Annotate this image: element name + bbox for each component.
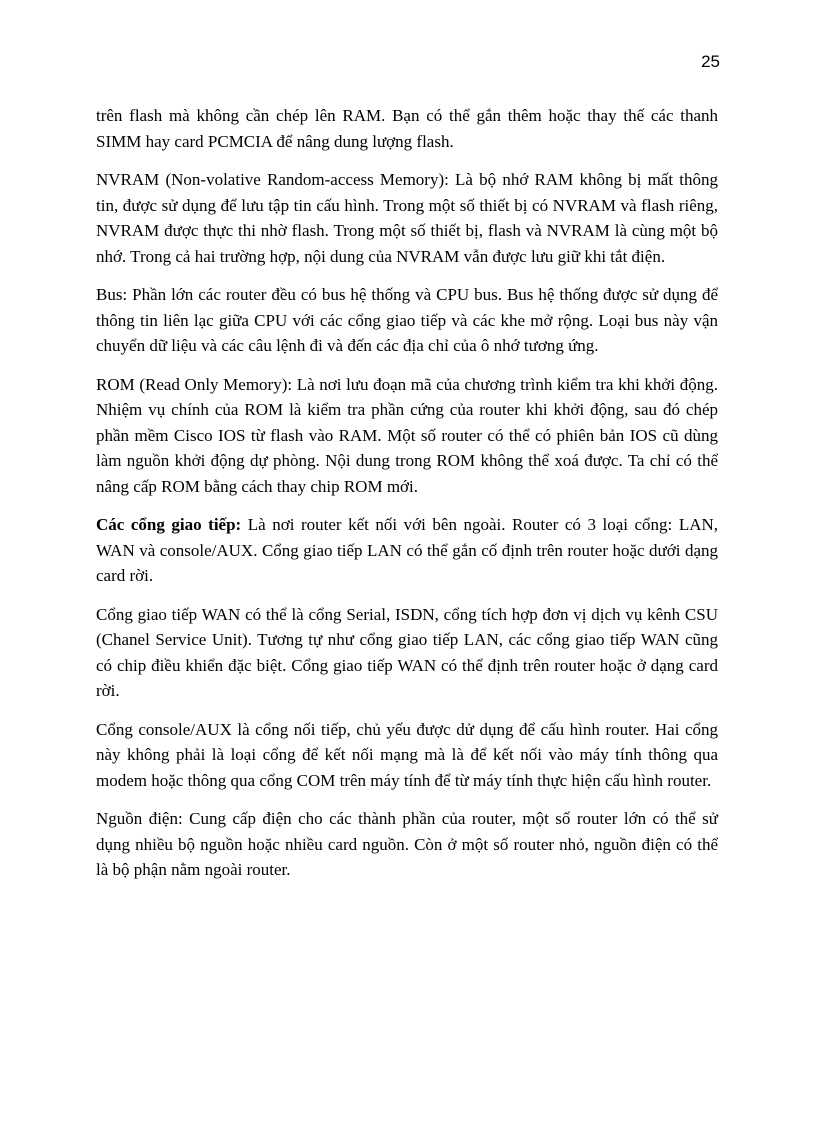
paragraph-text: ROM (Read Only Memory): Là nơi lưu đoạn mã của chương trình kiểm tra khi khởi động. Nhiệm vụ chính của ROM là kiểm tra phần cứng của router khi khởi động, sau đó chép phần mềm Cisco IOS từ flash vào RAM. Một số router có thể có phiên bản IOS cũ dùng làm nguồn khởi động dự phòng. Nội dung trong ROM không thể xoá được. Ta chỉ có thể nâng cấp ROM bằng cách thay chip ROM mới. xyxy=(96,374,718,496)
page-number: 25 xyxy=(701,52,720,71)
document-body xyxy=(96,103,718,896)
paragraph-lead: Các cổng giao tiếp: xyxy=(96,515,242,534)
paragraph-power xyxy=(96,806,718,883)
paragraph-interfaces xyxy=(96,512,718,589)
paragraph-rom xyxy=(96,372,718,500)
paragraph-text: Cổng console/AUX là cổng nối tiếp, chủ yếu được dử dụng để cấu hình router. Hai cổng này không phải là loại cổng để kết nối mạng mà là để kết nối vào máy tính thông qua modem hoặc thông qua cổng COM trên máy tính để từ máy tính thực hiện cấu hình router. xyxy=(96,719,718,790)
paragraph-text: Nguồn điện: Cung cấp điện cho các thành phần của router, một số router lớn có thể sử dụng nhiều bộ nguồn hoặc nhiều card nguồn. Còn ở một số router nhỏ, nguồn điện có thể là bộ phận nằm ngoài router. xyxy=(96,809,718,879)
paragraph-text: NVRAM (Non-volative Random-access Memory): Là bộ nhớ RAM không bị mất thông tin, được sử dụng để lưu tập tin cấu hình. Trong một số thiết bị có NVRAM và flash riêng, NVRAM được thực thi nhờ flash. Trong một số thiết bị, flash và NVRAM là cùng một bộ nhớ. Trong cả hai trường hợp, nội dung của NVRAM vẫn được lưu giữ khi tắt điện. xyxy=(96,170,718,266)
paragraph-bus xyxy=(96,282,718,359)
paragraph-text: trên flash mà không cần chép lên RAM. Bạn có thể gắn thêm hoặc thay thế các thanh SIMM hay card PCMCIA để nâng dung lượng flash. xyxy=(96,106,718,151)
paragraph-nvram xyxy=(96,167,718,269)
paragraph-flash-continued xyxy=(96,103,718,154)
paragraph-console-aux xyxy=(96,717,718,794)
paragraph-text: Là nơi router kết nối với bên ngoài. Router có 3 loại cổng: LAN, WAN và console/AUX. Cổng giao tiếp LAN có thể gắn cố định trên router hoặc dưới dạng card rời. xyxy=(96,515,719,585)
paragraph-wan-ports xyxy=(96,602,718,704)
paragraph-text: Cổng giao tiếp WAN có thể là cổng Serial, ISDN, cổng tích hợp đơn vị dịch vụ kênh CSU (Chanel Service Unit). Tương tự như cổng giao tiếp LAN, các cổng giao tiếp WAN cũng có chip điều khiển đặc biệt. Cổng giao tiếp WAN có thể định trên router hoặc ở dạng card rời. xyxy=(96,604,718,700)
paragraph-text: Bus: Phần lớn các router đều có bus hệ thống và CPU bus. Bus hệ thống được sử dụng để thông tin liên lạc giữa CPU với các cổng giao tiếp và các khe mở rộng. Loại bus này vận chuyển dữ liệu và các câu lệnh đi và đến các địa chỉ của ô nhớ tương ứng. xyxy=(96,285,718,355)
